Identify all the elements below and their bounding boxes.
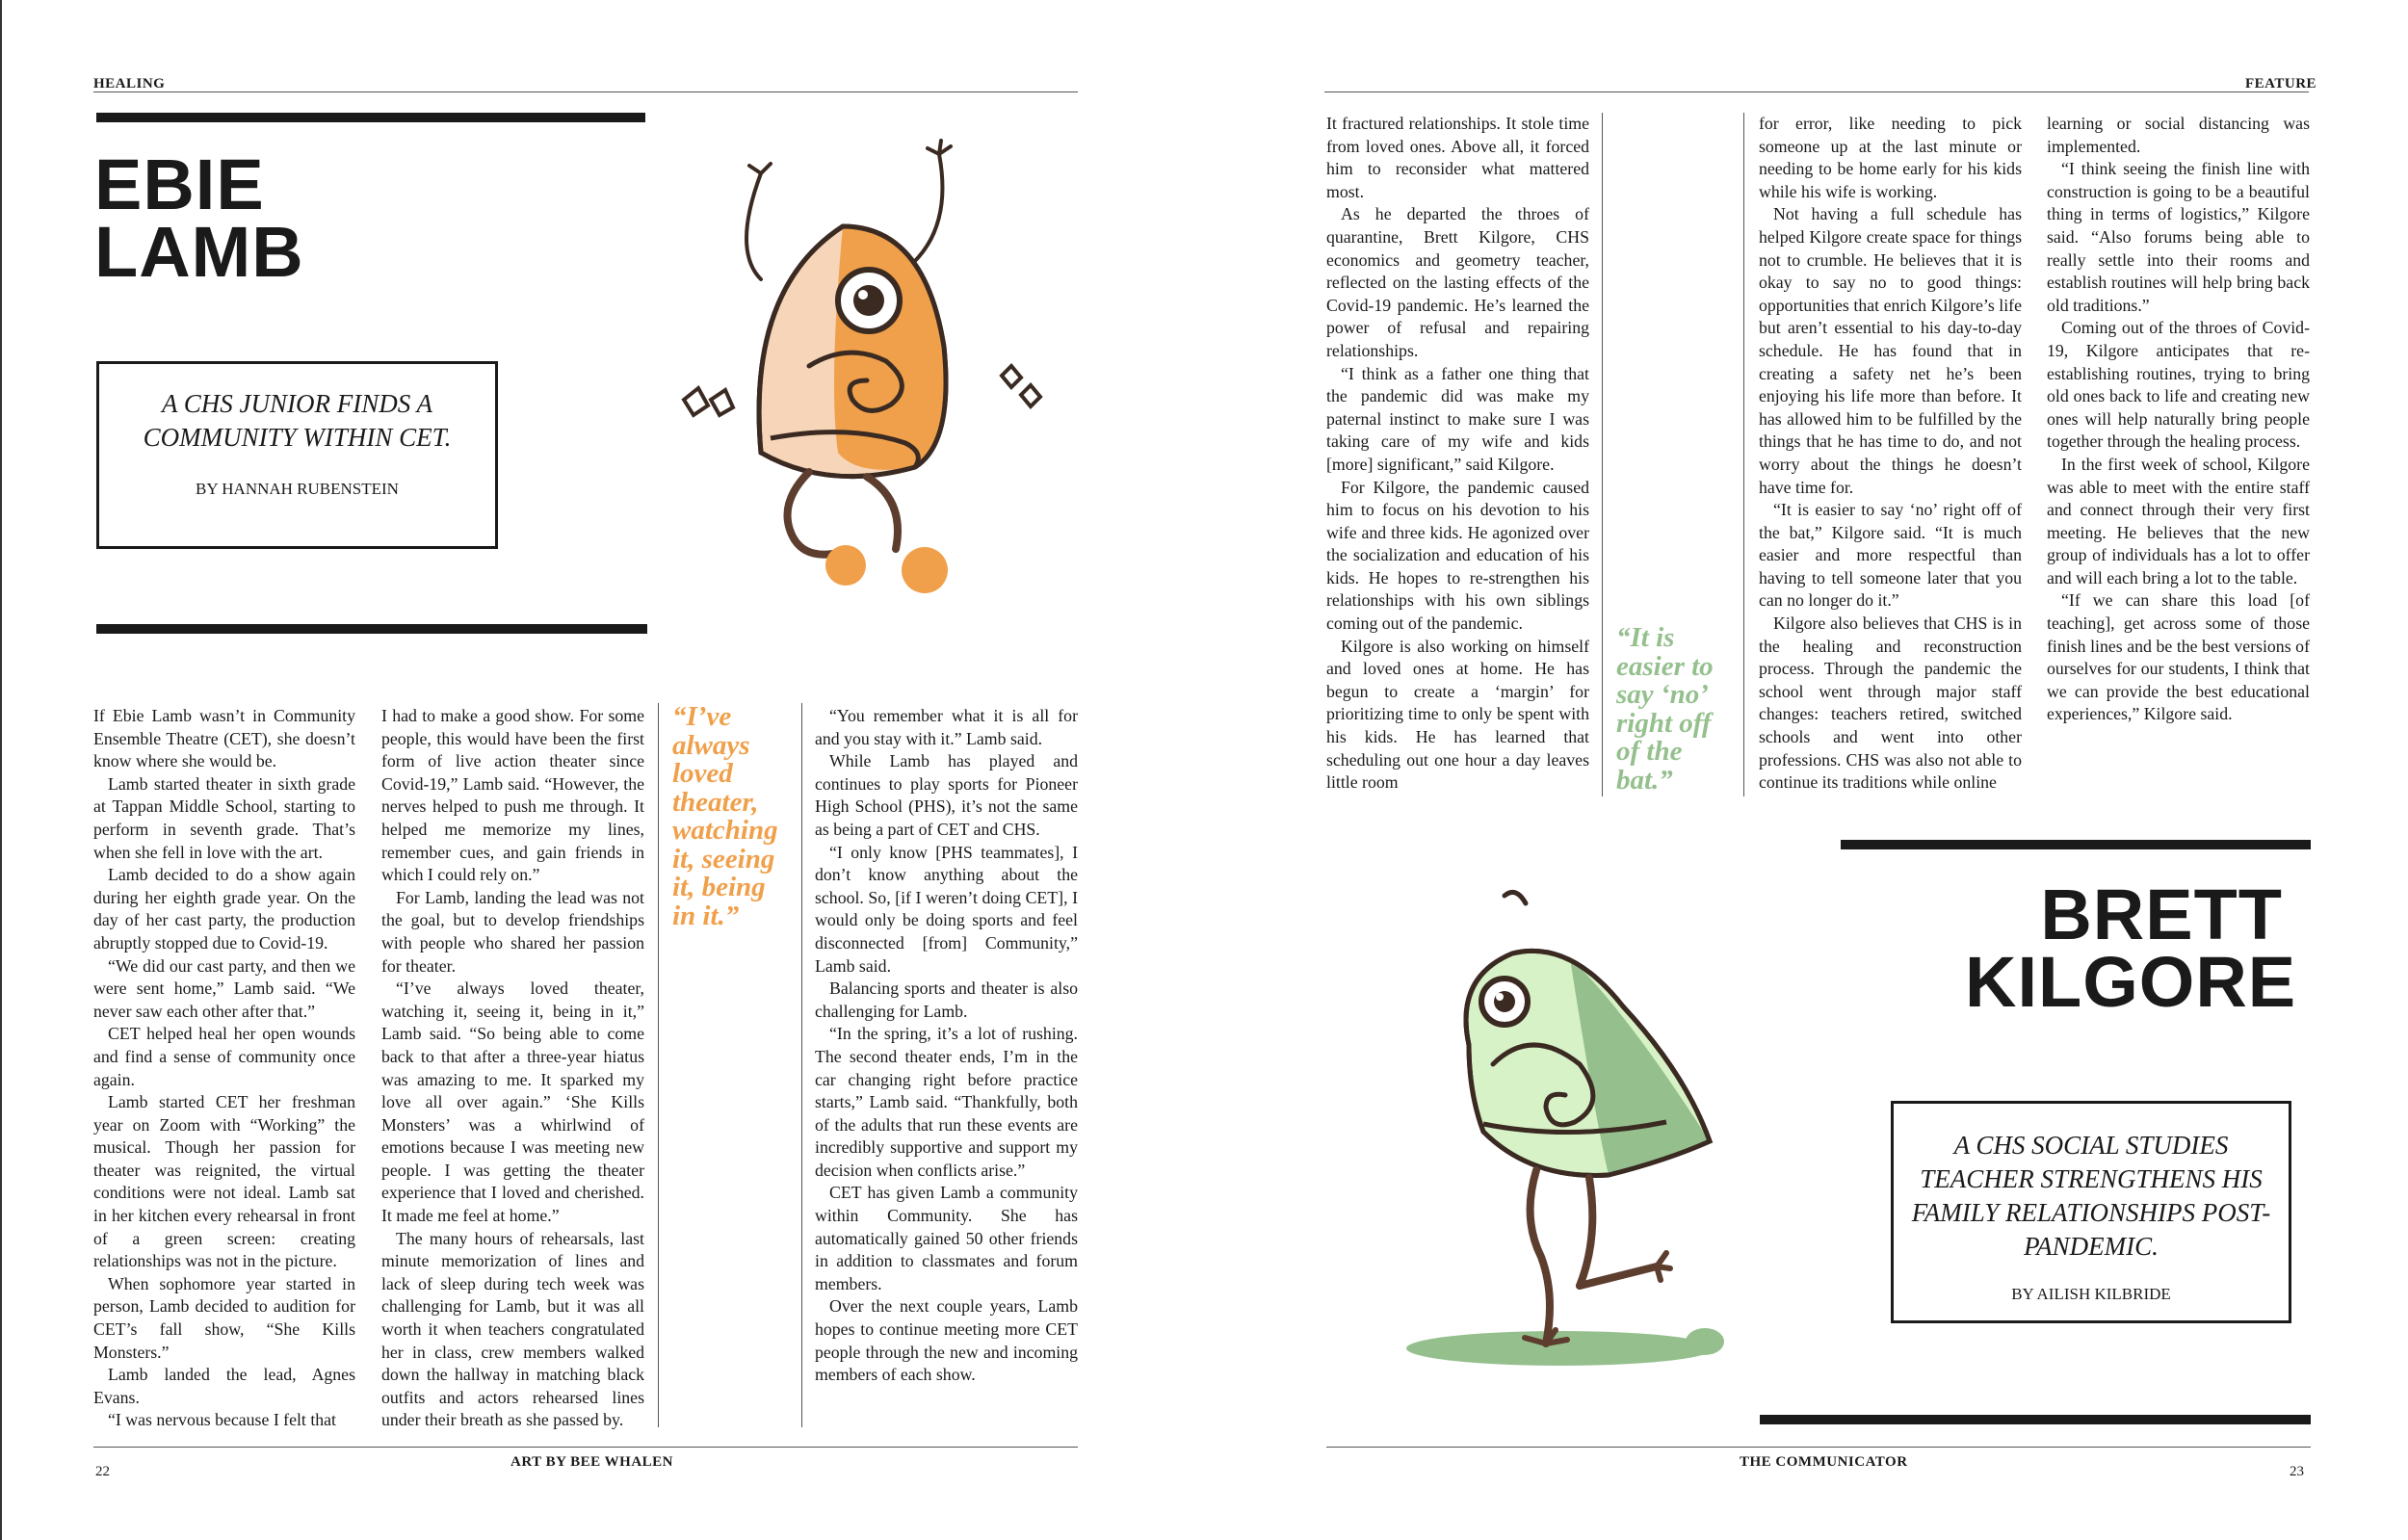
paragraph: “I’ve always loved theater, watching it, seeing it, being in it,” Lamb said. “So being able to come back to that after a three-year hiatus was amazing to me. It sparked my love all over again.” ‘She Kills Monsters’ was a whirlwind of emotions because I was meeting new people. I was getting the theater experience that I loved and cherished. It made me feel at home.” (381, 979, 644, 1226)
publication-name: THE COMMUNICATOR (1740, 1454, 1908, 1470)
article-column-3-right (2047, 113, 2310, 726)
headline-line-2: LAMB (94, 212, 304, 292)
paragraph: Kilgore is also working on himself and loved ones at home. He has begun to create a ‘margin’ for prioritizing time to only be spent with his kids. He has learned that scheduling out one hour a day leaves little room (1326, 636, 1589, 793)
title-bar-top-left (96, 113, 645, 122)
pull-quote-left (672, 703, 798, 930)
headline-line-1: BRETT (2040, 874, 2283, 954)
paragraph: Lamb landed the lead, Agnes Evans. (93, 1365, 355, 1407)
paragraph: for error, like needing to pick someone up at the last minute or needing to be home early for his kids while his wife is working. (1759, 114, 2022, 201)
pull-quote-line: it, seeing (672, 843, 775, 874)
paragraph: As he departed the throes of quarantine, Brett Kilgore, CHS economics and geometry teacher, reflected on the lasting effects of the Covid-19 pandemic. He’s learned the power of refusal and repairing relationships. (1326, 204, 1589, 360)
paragraph: The many hours of rehearsals, last minute memorization of lines and lack of sleep during tech week was challenging for Lamb, but it was all worth it when teachers congratulated her in class, crew members walked down the hallway in matching black outfits and actors rehearsed lines under their breath as she passed by. (381, 1228, 644, 1430)
deck-box-left (96, 361, 498, 549)
pull-quote-line: it, being (672, 872, 766, 902)
article-column-2-right (1759, 113, 2022, 795)
deck-box-right (1891, 1101, 2291, 1323)
orange-monster-illustration (665, 135, 1069, 607)
paragraph: CET has given Lamb a community within Community. She has automatically gained 50 other friends in addition to classmates and forum members. (815, 1183, 1078, 1293)
paragraph: Kilgore also believes that CHS is in the healing and reconstruction process. Through the pandemic the school went through major staff changes: teachers retired, switched schools and went into other professions. CHS was also not able to continue its traditions while online (1759, 613, 2022, 793)
paragraph: Coming out of the throes of Covid-19, Kilgore anticipates that re-establishing routines, trying to bring old ones back to life and creating new ones will help naturally bring people together through the healing process. (2047, 318, 2310, 452)
section-label-right: FEATURE (2245, 76, 2317, 91)
pull-quote-line: theater, (672, 786, 759, 818)
article-column-1-left (93, 705, 355, 1432)
paragraph: Lamb started theater in sixth grade at Tappan Middle School, starting to perform in seventh grade. That’s when she fell in love with the art. (93, 773, 355, 862)
pull-quote-line: always (672, 729, 750, 761)
article-column-2-left (381, 705, 644, 1432)
column-divider (658, 703, 659, 1427)
column-divider (801, 703, 802, 1427)
pull-quote-line: say ‘no’ (1616, 679, 1709, 710)
column-divider (1743, 113, 1744, 796)
paragraph: “We did our cast party, and then we were sent home,” Lamb said. “We never saw each other after that.” (93, 955, 355, 1021)
paragraph: Lamb started CET her freshman year on Zoom with “Working” the musical. Though her passion for theater was reignited, the virtual conditions were not ideal. Lamb sat in her kitchen every rehearsal in front of a green screen: creating relationships was not in the picture. (93, 1092, 355, 1271)
paragraph: In the first week of school, Kilgore was able to meet with the entire staff and connect through their very first meeting. He believes that the new group of individuals has a lot to offer and will each bring a lot to the table. (2047, 454, 2310, 587)
pull-quote-line: watching (672, 815, 778, 846)
deck-text: A CHS SOCIAL STUDIES TEACHER STRENGTHENS HIS FAMILY RELATIONSHIPS POST-PANDEMIC. (1911, 1131, 2271, 1261)
page-number-right: 23 (2290, 1464, 2304, 1479)
header-rule-right (1324, 91, 2309, 92)
paragraph: For Kilgore, the pandemic caused him to focus on his devotion to his wife and three kids. He agonized over the socialization and education of his kids. He hopes to re-strengthen his relationships with his own siblings coming out of the pandemic. (1326, 477, 1589, 634)
title-bar-bottom-left (96, 624, 647, 634)
pull-quote-right (1616, 624, 1737, 795)
pull-quote-line: of the (1616, 736, 1683, 767)
paragraph: Balancing sports and theater is also challenging for Lamb. (815, 979, 1078, 1021)
paragraph: “In the spring, it’s a lot of rushing. The second theater ends, I’m in the car changing right before practice starts,” Lamb said. “Thankfully, both of the adults that run these events are incredibly supportive and support my decision when conflicts arise.” (815, 1024, 1078, 1180)
page-binding-edge (0, 0, 2, 1540)
paragraph: “It is easier to say ‘no’ right off of the bat,” Kilgore said. “It is much easier and more respectful than having to tell someone later that you can no longer do it.” (1759, 500, 2022, 611)
paragraph: “I think as a father one thing that the pandemic did was make my paternal instinct to make sure I was taking care of my wife and kids [more] significant,” said Kilgore. (1326, 363, 1589, 474)
art-credit: ART BY BEE WHALEN (510, 1454, 673, 1470)
title-bar-top-right (1841, 840, 2311, 849)
paragraph: “You remember what it is all for and you stay with it.” Lamb said. (815, 706, 1078, 748)
green-monster-illustration (1377, 872, 1792, 1372)
paragraph: “I think seeing the finish line with construction is going to be a beautiful thing in terms of logistics,” Kilgore said. “Also forums being able to really settle into their rooms and establish routines will help bring back old traditions.” (2047, 159, 2310, 315)
paragraph: “I only know [PHS teammates], I don’t know anything about the school. So, [if I weren’t doing CET], I would only be doing sports and feel disconnected [from] Community,” Lamb said. (815, 842, 1078, 976)
paragraph: Over the next couple years, Lamb hopes to continue meeting more CET people through the new and incoming members of each show. (815, 1296, 1078, 1385)
byline: BY HANNAH RUBENSTEIN (196, 480, 399, 498)
pull-quote-line: easier to (1616, 650, 1714, 682)
page-number-left: 22 (95, 1464, 110, 1479)
paragraph: CET helped heal her open wounds and find a sense of community once again. (93, 1024, 355, 1089)
section-label-left: HEALING (93, 76, 166, 91)
column-divider (1602, 113, 1603, 796)
pull-quote-line: loved (672, 758, 733, 789)
headline-ebie-lamb (94, 144, 304, 292)
paragraph: For Lamb, landing the lead was not the goal, but to develop friendships with people who shared her passion for theater. (381, 887, 644, 976)
footer-rule-left (93, 1447, 1078, 1448)
paragraph: “I was nervous because I felt that (108, 1410, 336, 1430)
paragraph: Lamb decided to do a show again during her eighth grade year. On the day of her cast party, the production abruptly stopped due to Covid-19. (93, 865, 355, 953)
deck-text: A CHS JUNIOR FINDS A COMMUNITY WITHIN CET. (143, 389, 452, 452)
title-bar-bottom-right (1760, 1415, 2311, 1424)
pull-quote-line: in it.” (672, 900, 740, 931)
paragraph: learning or social distancing was implemented. (2047, 114, 2310, 156)
headline-line-1: EBIE (94, 144, 265, 224)
byline: BY AILISH KILBRIDE (2011, 1285, 2171, 1303)
paragraph: I had to make a good show. For some people, this would have been the first form of live action theater since Covid-19,” Lamb said. “However, the nerves helped to push me through. It helped me memorize my lines, remember cues, and gain friends in which I could rely on.” (381, 706, 644, 885)
paragraph: It fractured relationships. It stole time from loved ones. Above all, it forced him to reconsider what mattered most. (1326, 114, 1589, 201)
headline-line-2: KILGORE (1965, 942, 2297, 1022)
paragraph: When sophomore year started in person, Lamb decided to audition for CET’s fall show, “She Kills Monsters.” (93, 1273, 355, 1362)
article-column-3-left (815, 705, 1078, 1387)
pull-quote-line: right off (1616, 707, 1712, 739)
article-column-1-right (1326, 113, 1589, 795)
pull-quote-line: “It is (1616, 622, 1675, 653)
pull-quote-line: “I’ve (672, 701, 732, 732)
paragraph: While Lamb has played and continues to play sports for Pioneer High School (PHS), it’s not the same as being a part of CET and CHS. (815, 751, 1078, 839)
paragraph: “If we can share this load [of teaching], get across some of those finish lines and be the best versions of ourselves for our students, I think that we can provide the best educational experiences,” Kilgore said. (2047, 590, 2310, 724)
pull-quote-line: bat.” (1616, 764, 1673, 796)
paragraph: If Ebie Lamb wasn’t in Community Ensemble Theatre (CET), she doesn’t know where she would be. (93, 706, 355, 771)
footer-rule-right (1326, 1447, 2311, 1448)
headline-brett-kilgore (1965, 874, 2297, 1022)
header-rule-left (93, 91, 1078, 92)
paragraph: Not having a full schedule has helped Kilgore create space for things not to crumble. He believes that it is okay to say no to good things: opportunities that enrich Kilgore’s life but aren’t essential to his day-to-day schedule. He has found that in creating a safety net he’s been enjoying his life more than before. It has allowed him to be fulfilled by the things that he has time to do, and not worry about the things he doesn’t have time for. (1759, 204, 2022, 497)
